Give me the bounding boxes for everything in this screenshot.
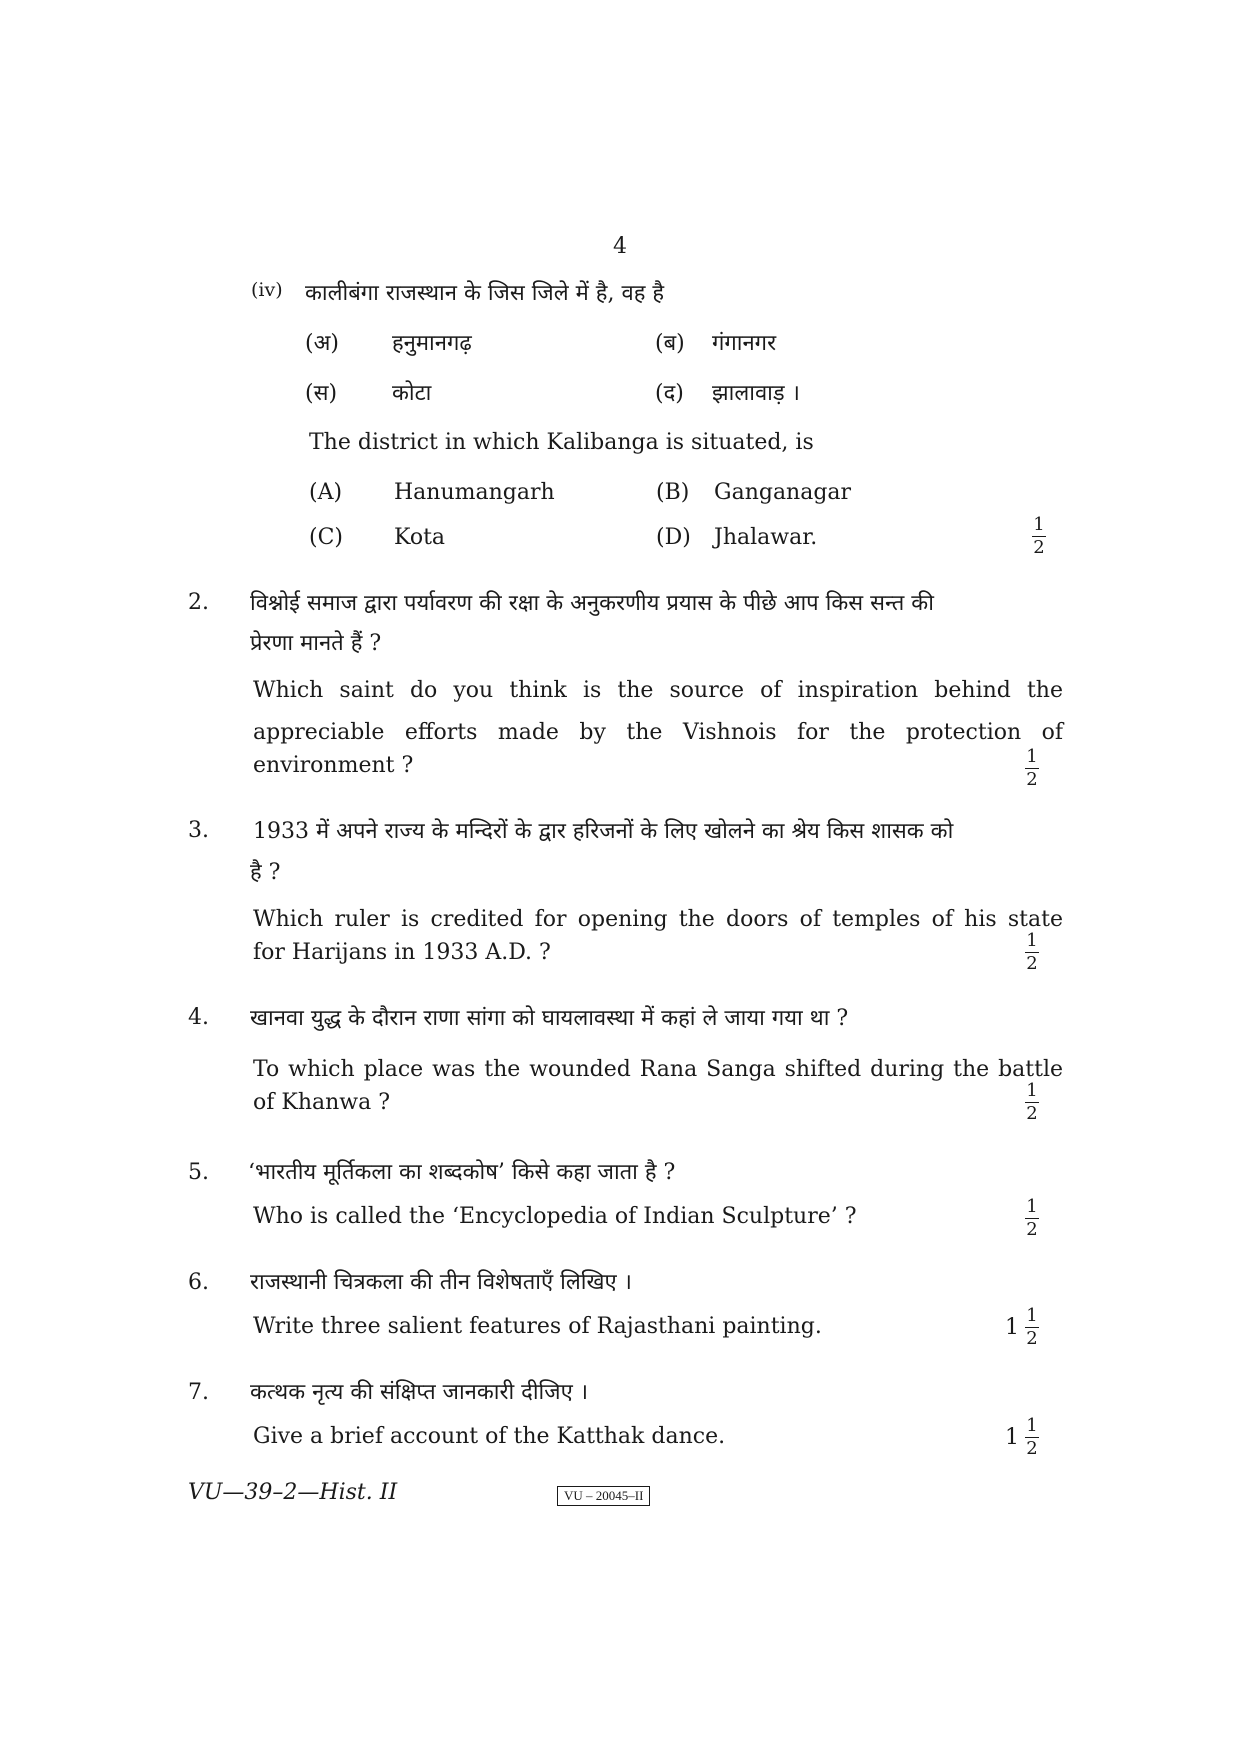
- question-hindi-line: ‘भारतीय मूर्तिकला का शब्दकोष’ किसे कहा जाता है ?: [248, 1160, 676, 1185]
- question-english-line: for Harijans in 1933 A.D. ?: [253, 940, 551, 965]
- question-hindi-line: है ?: [250, 860, 281, 885]
- paper-code-box: VU – 20045–II: [557, 1486, 650, 1506]
- option-key: (ब): [655, 331, 685, 356]
- marks-numerator: 1: [1026, 930, 1038, 951]
- question-number: 5.: [188, 1160, 209, 1185]
- question-english-line: Give a brief account of the Katthak dance.: [253, 1424, 726, 1449]
- marks-fraction: [1025, 1081, 1039, 1124]
- question-english-line: appreciable efforts made by the Vishnois for the protection of: [253, 720, 1063, 745]
- option-text: हनुमानगढ़: [392, 331, 472, 356]
- question-english-line: Which saint do you think is the source of inspiration behind the: [253, 678, 1063, 703]
- q1-iv-english-question: The district in which Kalibanga is situated, is: [309, 430, 814, 455]
- question-hindi-line: 1933 में अपने राज्य के मन्दिरों के द्वार हरिजनों के लिए खोलने का श्रेय किस शासक को: [253, 819, 954, 844]
- option-text: कोटा: [392, 381, 432, 406]
- q1-iv-hindi-question: कालीबंगा राजस्थान के जिस जिले में है, वह है: [305, 281, 665, 306]
- question-number: 4.: [188, 1005, 209, 1030]
- option-text: Hanumangarh: [394, 480, 555, 505]
- marks-denominator: 2: [1026, 953, 1038, 974]
- marks-numerator: 1: [1026, 746, 1038, 767]
- marks-denominator: 2: [1026, 1328, 1038, 1349]
- option-key: (A): [309, 480, 343, 505]
- question-number: 6.: [188, 1270, 209, 1295]
- marks-denominator: 2: [1026, 1103, 1038, 1124]
- option-text: Kota: [394, 525, 446, 550]
- option-key: (B): [656, 480, 690, 505]
- question-hindi-line: खानवा युद्ध के दौरान राणा सांगा को घायलावस्था में कहां ले जाया गया था ?: [250, 1006, 849, 1031]
- question-hindi-line: राजस्थानी चित्रकला की तीन विशेषताएँ लिखिए ।: [250, 1270, 632, 1295]
- question-number: 2.: [188, 590, 209, 615]
- question-english-line: Who is called the ‘Encyclopedia of Indian Sculpture’ ?: [253, 1204, 857, 1229]
- option-key: (D): [656, 525, 691, 550]
- marks-denominator: 2: [1026, 1438, 1038, 1459]
- option-key: (C): [309, 525, 343, 550]
- option-key: (स): [305, 381, 338, 406]
- marks-whole: 1: [1005, 1315, 1019, 1340]
- option-key: (अ): [305, 331, 339, 356]
- marks-numerator: 1: [1026, 1196, 1038, 1217]
- question-english-line: Write three salient features of Rajasthani painting.: [253, 1314, 822, 1339]
- marks-denominator: 2: [1033, 537, 1045, 558]
- marks-fraction: [1025, 1197, 1039, 1240]
- marks-fraction: [1025, 1306, 1039, 1349]
- marks-numerator: 1: [1026, 1415, 1038, 1436]
- option-text: गंगानगर: [712, 331, 777, 356]
- marks-fraction: [1025, 1416, 1039, 1459]
- marks-denominator: 2: [1026, 1219, 1038, 1240]
- marks-fraction: [1032, 515, 1046, 558]
- marks-fraction: [1025, 747, 1039, 790]
- question-hindi-line: विश्नोई समाज द्वारा पर्यावरण की रक्षा के अनुकरणीय प्रयास के पीछे आप किस सन्त की: [250, 591, 934, 616]
- option-text: Jhalawar.: [714, 525, 818, 550]
- question-english-line: Which ruler is credited for opening the doors of temples of his state: [253, 907, 1063, 932]
- q1-iv-label: (iv): [251, 279, 283, 301]
- marks-fraction: [1025, 931, 1039, 974]
- option-key: (द): [655, 381, 684, 406]
- option-text: झालावाड़ ।: [712, 381, 800, 406]
- question-hindi-line: कत्थक नृत्य की संक्षिप्त जानकारी दीजिए ।: [250, 1380, 589, 1405]
- marks-numerator: 1: [1026, 1080, 1038, 1101]
- question-english-line: To which place was the wounded Rana Sanga shifted during the battle: [253, 1057, 1063, 1082]
- option-text: Ganganagar: [714, 480, 852, 505]
- paper-code: VU—39–2—Hist. II: [188, 1480, 398, 1505]
- marks-denominator: 2: [1026, 769, 1038, 790]
- marks-numerator: 1: [1026, 1305, 1038, 1326]
- question-english-line: environment ?: [253, 753, 414, 778]
- question-number: 3.: [188, 818, 209, 843]
- marks-whole: 1: [1005, 1425, 1019, 1450]
- question-english-line: of Khanwa ?: [253, 1090, 391, 1115]
- marks-numerator: 1: [1033, 514, 1045, 535]
- question-number: 7.: [188, 1380, 209, 1405]
- marks-mixed-number: [1005, 1416, 1039, 1459]
- question-hindi-line: प्रेरणा मानते हैं ?: [250, 631, 382, 656]
- page-number: 4: [613, 234, 627, 259]
- marks-mixed-number: [1005, 1306, 1039, 1349]
